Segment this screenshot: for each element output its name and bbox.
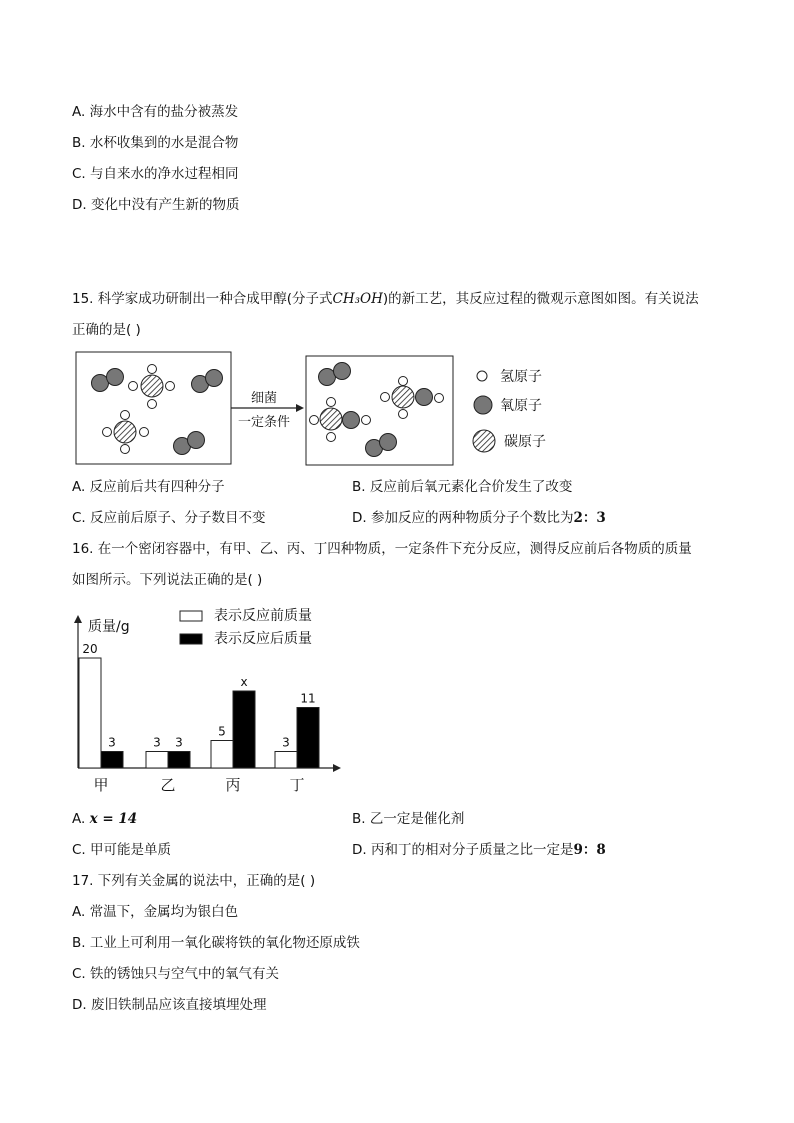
oxygen-atom-icon <box>474 396 492 414</box>
methanol-molecule-icon <box>310 398 371 442</box>
q15-option-c: C. 反应前后原子、分子数目不变 <box>72 510 266 526</box>
oxygen-molecule-icon <box>319 363 351 386</box>
category-label: 乙 <box>160 776 176 794</box>
bar-value-label: 5 <box>218 724 226 739</box>
q15-option-a: A. 反应前后共有四种分子 <box>72 479 225 495</box>
category-label: 丙 <box>225 776 241 794</box>
hydrogen-atom-icon <box>477 371 487 381</box>
bar-after-3 <box>297 708 319 769</box>
q16-option-a <box>72 810 137 828</box>
q17-stem: 17. 下列有关金属的说法中，正确的是( ) <box>72 873 316 889</box>
oxygen-molecule-icon <box>192 370 223 393</box>
bar-after-0 <box>101 752 123 769</box>
q17-option-d: D. 废旧铁制品应该直接填埋处理 <box>72 997 267 1013</box>
q15-stem-post: )的新工艺，其反应过程的微观示意图如图。有关说法 <box>382 291 699 307</box>
bar-value-label: 20 <box>82 642 98 656</box>
q16-stem-line2: 如图所示。下列说法正确的是( ) <box>72 572 263 588</box>
bar-value-label: 3 <box>108 735 116 750</box>
oxygen-molecule-icon <box>92 369 124 392</box>
bar-after-2 <box>233 691 255 768</box>
q16-option-a-prefix: A. <box>72 811 90 827</box>
legend-before-swatch <box>180 611 202 621</box>
mass-bar-chart <box>74 607 341 794</box>
q15-formula: CH₃OH <box>332 291 383 307</box>
q15-option-d <box>352 509 606 527</box>
q16-option-d-ratio: 9：8 <box>573 842 606 858</box>
bar-value-label: x <box>240 675 248 689</box>
legend-oxygen: 氧原子 <box>500 398 542 414</box>
reactants-box <box>76 352 231 464</box>
bar-value-label: 3 <box>282 735 290 750</box>
y-axis-label: 质量/g <box>88 619 130 635</box>
bar-value-label: 3 <box>153 735 161 750</box>
bar-before-1 <box>146 752 168 769</box>
reaction-arrow <box>231 391 304 430</box>
legend-after-swatch <box>180 634 202 644</box>
q16-option-b: B. 乙一定是催化剂 <box>352 811 465 827</box>
q14-option-a: A. 海水中含有的盐分被蒸发 <box>72 104 239 120</box>
q17-option-c: C. 铁的锈蚀只与空气中的氧气有关 <box>72 966 280 982</box>
methane-molecule-icon <box>129 365 175 409</box>
products-box <box>306 356 453 465</box>
q15-stem-pre: 15. 科学家成功研制出一种合成甲醇(分子式 <box>72 291 333 307</box>
bars-group <box>79 642 319 794</box>
q14-option-c: C. 与自来水的净水过程相同 <box>72 166 239 182</box>
y-axis-arrow-icon <box>74 615 82 623</box>
bar-after-1 <box>168 752 190 769</box>
arrow-condition-top: 细菌 <box>250 391 278 406</box>
atom-legend <box>473 369 546 452</box>
methane-molecule-icon <box>381 377 444 419</box>
q15-option-d-text: D. 参加反应的两种物质分子个数比为 <box>352 510 574 526</box>
legend-hydrogen: 氢原子 <box>500 369 542 385</box>
legend-before-label: 表示反应前质量 <box>214 608 312 624</box>
q14-option-d: D. 变化中没有产生新的物质 <box>72 197 240 213</box>
q15-option-b: B. 反应前后氧元素化合价发生了改变 <box>352 479 573 495</box>
bar-before-2 <box>211 741 233 769</box>
x-axis-arrow-icon <box>333 764 341 772</box>
oxygen-molecule-icon <box>366 434 397 457</box>
carbon-atom-icon <box>473 430 495 452</box>
q17-option-b: B. 工业上可利用一氧化碳将铁的氧化物还原成铁 <box>72 935 360 951</box>
bar-value-label: 11 <box>300 691 316 706</box>
q16-option-d-text: D. 丙和丁的相对分子质量之比一定是 <box>352 842 574 858</box>
methane-molecule-icon <box>103 411 149 454</box>
bar-before-3 <box>275 752 297 769</box>
q15-stem-line2: 正确的是( ) <box>72 322 141 338</box>
q16-option-d <box>352 841 606 859</box>
q16-stem-line1: 16. 在一个密闭容器中，有甲、乙、丙、丁四种物质，一定条件下充分反应，测得反应前后各物质的质量 <box>72 541 692 557</box>
q14-option-b: B. 水杯收集到的水是混合物 <box>72 135 239 151</box>
legend-after-label: 表示反应后质量 <box>214 631 312 647</box>
q15-option-d-ratio: 2：3 <box>573 510 606 526</box>
q16-option-c: C. 甲可能是单质 <box>72 842 172 858</box>
oxygen-molecule-icon <box>174 432 205 455</box>
q16-option-a-math: x = 14 <box>89 811 138 827</box>
category-label: 甲 <box>93 776 109 794</box>
category-label: 丁 <box>289 776 305 794</box>
legend-carbon: 碳原子 <box>504 434 546 450</box>
q17-option-a: A. 常温下，金属均为银白色 <box>72 904 239 920</box>
arrow-condition-bottom: 一定条件 <box>237 415 291 430</box>
bar-value-label: 3 <box>175 735 183 750</box>
bar-before-0 <box>79 658 101 768</box>
